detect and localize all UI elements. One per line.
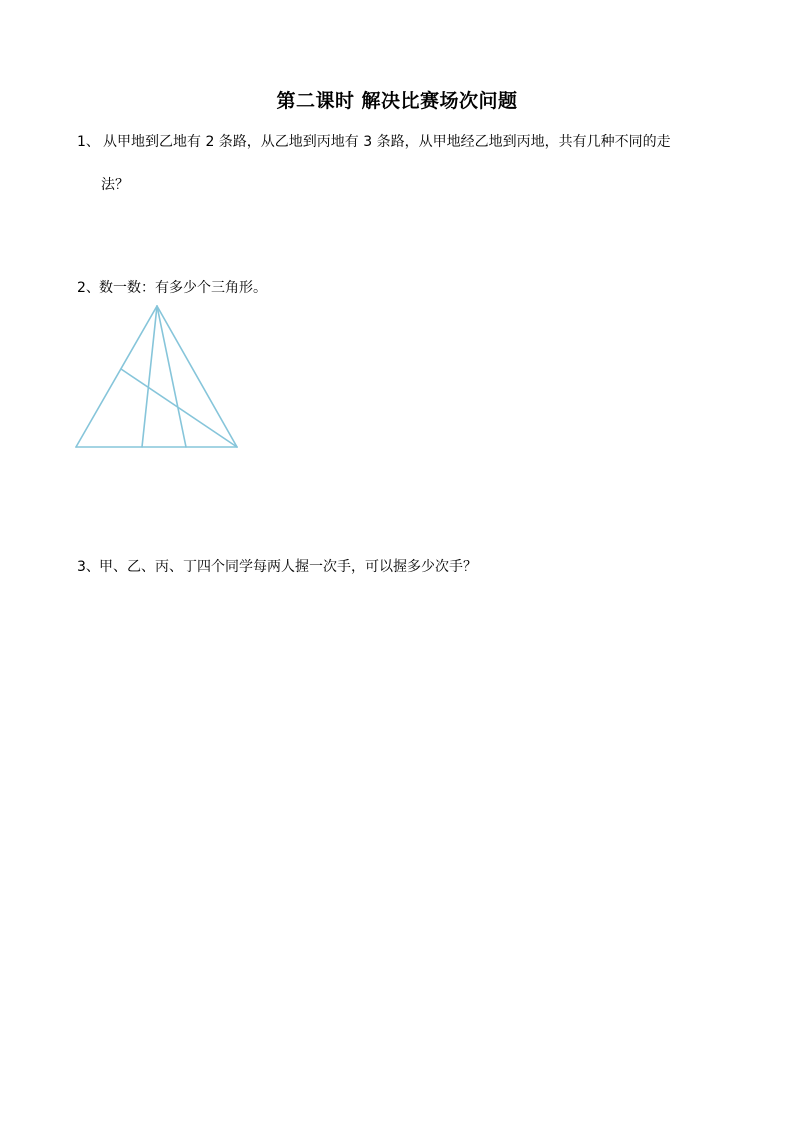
question-1-number: 1、 [77,134,100,150]
inner-line-cross [121,369,237,447]
page-title: 第二课时 解决比赛场次问题 [276,90,518,112]
question-1-line-2: 法？ [101,177,129,193]
question-2-text: 数一数：有多少个三角形。 [99,280,267,296]
question-1-text: 从甲地到乙地有 2 条路，从乙地到丙地有 3 条路，从甲地经乙地到丙地，共有几种不同的走 [103,134,671,150]
question-2-number: 2、 [77,280,100,296]
question-3-line [77,556,477,576]
inner-line-apex-right [157,306,186,447]
question-3-number: 3、 [77,559,100,575]
question-3-text: 甲、乙、丙、丁四个同学每两人握一次手，可以握多少次手？ [99,559,477,575]
triangle-right-side [157,306,237,447]
